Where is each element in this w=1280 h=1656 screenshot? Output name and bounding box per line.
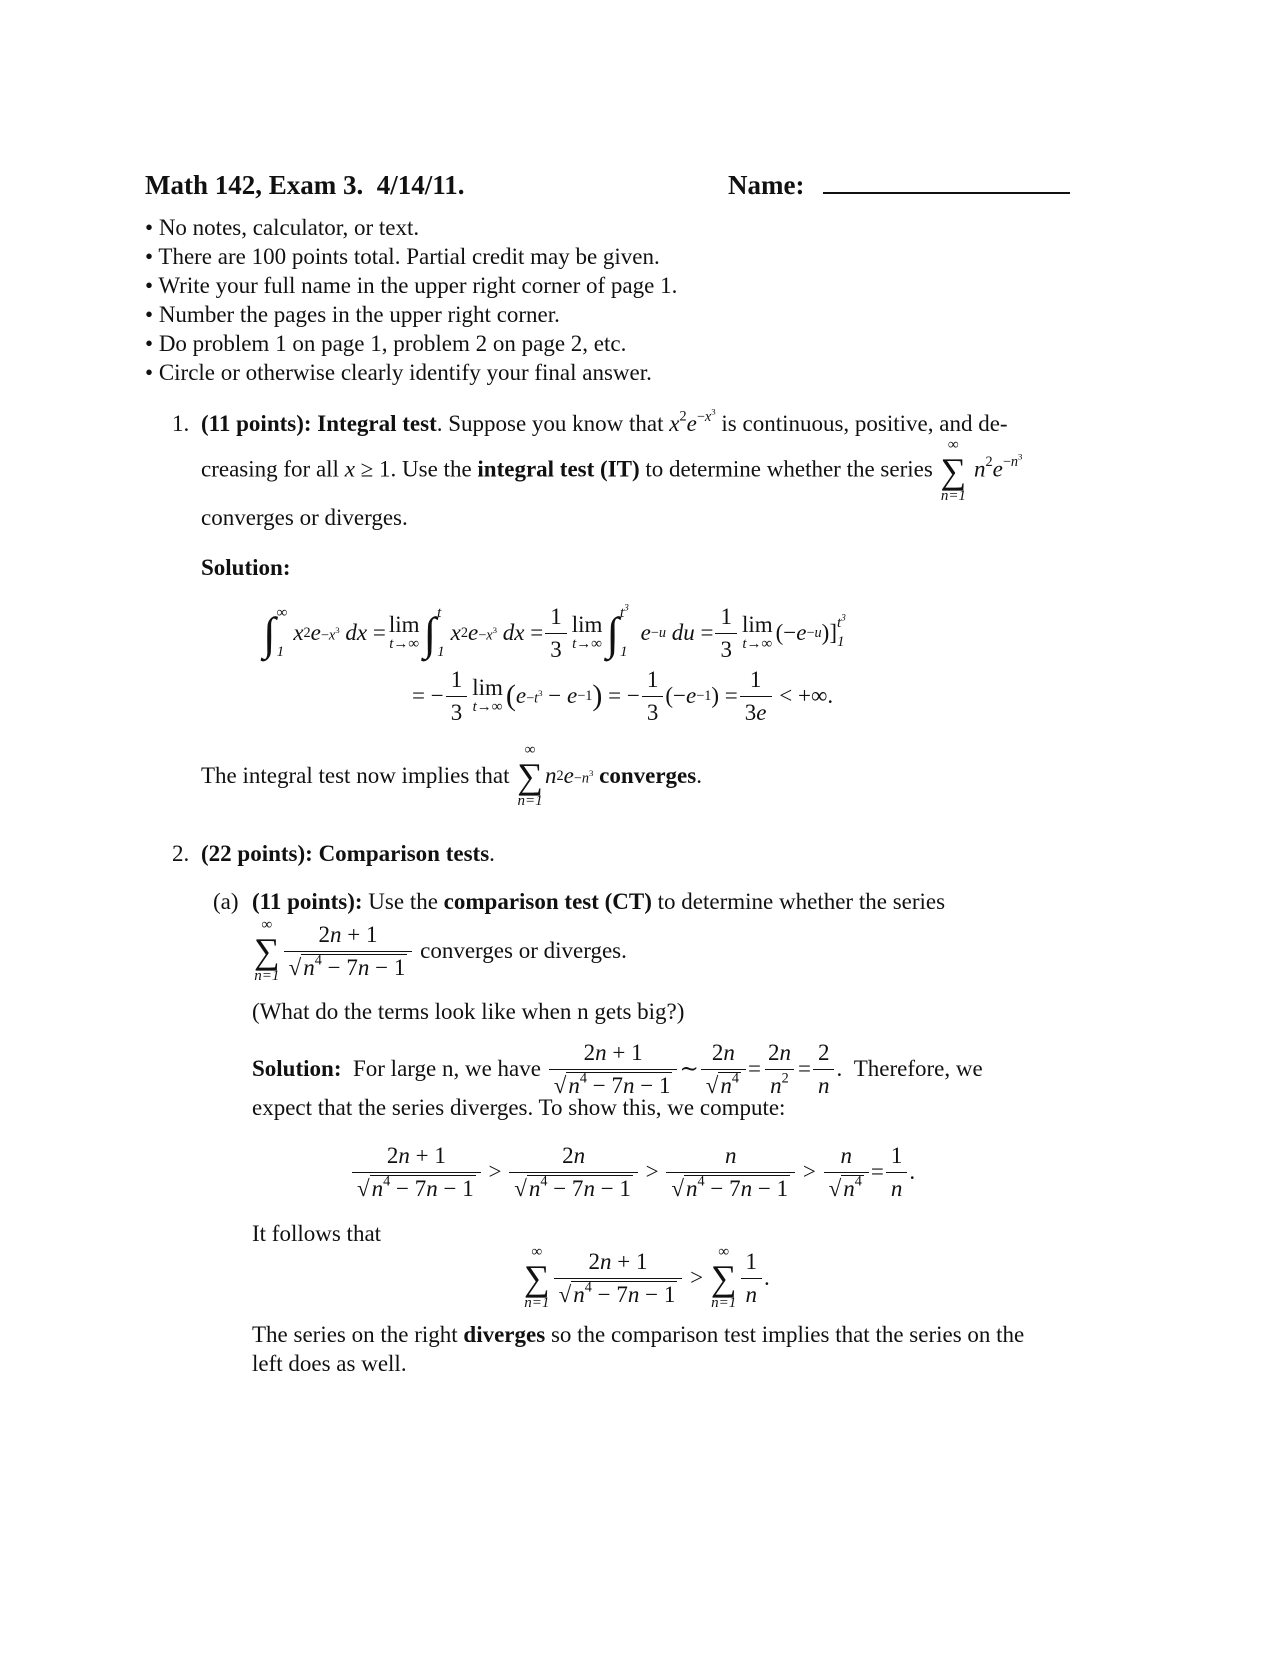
part-a-final-line1: The series on the right diverges so the comparison test implies that the series on the	[252, 1322, 1025, 1347]
instruction-item: • Number the pages in the upper right corner.	[145, 302, 560, 327]
instruction-item: • Circle or otherwise clearly identify your final answer.	[145, 360, 652, 385]
part-a-hint: (What do the terms look like when n gets big?)	[252, 999, 685, 1024]
part-a-line1: (11 points): Use the comparison test (CT) to determine whether the series	[252, 889, 946, 914]
problem1-line3: converges or diverges.	[201, 505, 408, 530]
problem1-line2: creasing for all x ≥ 1. Use the integral test (IT) to determine whether the series ∞ ∑ n=1 $n^2e^{-n^3}$	[201, 437, 1023, 504]
instruction-item: • There are 100 points total. Partial credit may be given.	[145, 244, 660, 269]
problem2-heading: (22 points): Comparison tests.	[201, 841, 495, 866]
exam-date: 4/14/11.	[376, 170, 465, 200]
instruction-item: • No notes, calculator, or text.	[145, 215, 420, 240]
problem1-solution-label: Solution:	[201, 555, 291, 580]
part-a-label: (a)	[213, 889, 239, 914]
instructions-list	[145, 213, 677, 387]
part-a-series: ∞ ∑ n=1 $\frac{2n + 1}{√n^4 - 7n - 1}$ converges or diverges.	[254, 917, 627, 984]
problem1-equation-1: ∫ ∞ 1 x 2 e $-x^3$ dx = lim t→∞ ∫ t 1 x 2 e $-x^3$ dx = $\frac{1}{3}$ lim t→∞ ∫ $t^3$ 1 e −u du = $\frac{1}{3}$ lim t→∞ (− e −u )] $t^3$ 1	[263, 603, 846, 662]
problem1-number: 1.	[172, 411, 190, 436]
page-title	[145, 170, 465, 201]
problem1-line1: (11 points): Integral test. Suppose you know that $x^2e^{-x^3}$ is continuous, positive, and de-	[201, 406, 1008, 436]
part-a-series-comparison: ∞ ∑ n=1 $\frac{2n + 1}{√n^4 - 7n - 1}$ > ∞ ∑ n=1 $\frac{1}{n}$ .	[524, 1244, 770, 1311]
instruction-item: • Do problem 1 on page 1, problem 2 on page 2, etc.	[145, 331, 627, 356]
name-blank-line[interactable]	[823, 192, 1070, 194]
instruction-item: • Write your full name in the upper right corner of page 1.	[145, 273, 678, 298]
problem1-conclusion: The integral test now implies that ∞ ∑ n=1 n 2 e $-n^3$ converges .	[201, 742, 702, 809]
exam-title: Math 142, Exam 3.	[145, 170, 364, 200]
name-label: Name:	[728, 170, 805, 200]
part-a-inequality: $\frac{2n + 1}{√n^4 - 7n - 1}$ > $\frac{2n}{√n^4 - 7n - 1}$ > $\frac{n}{√n^4 - 7n - 1}$ > $\frac{n}{√n^4}$ = $\frac{1}{n}$ .	[350, 1140, 915, 1204]
part-a-follows: It follows that	[252, 1221, 382, 1246]
part-a-solution-line2: expect that the series diverges. To show this, we compute:	[252, 1095, 786, 1120]
problem1-equation-2: = − $\frac{1}{3}$ lim t→∞ ( e $-t^3$ − e −1 ) = − $\frac{1}{3}$ (− e −1 ) = $\frac{1}{3e}$ < +∞.	[412, 666, 834, 725]
part-a-final-line2: left does as well.	[252, 1351, 407, 1376]
problem1-points: (11 points):	[201, 411, 312, 436]
problem1-topic: Integral test	[317, 411, 437, 436]
problem2-number: 2.	[172, 841, 190, 866]
part-a-solution: Solution: For large n, we have $\frac{2n + 1}{√n^4 - 7n - 1}$ ∼ $\frac{2n}{√n^4}$ = $\frac{2n}{n^2}$ = $\frac{2}{n}$ . Therefore, we	[252, 1039, 983, 1098]
